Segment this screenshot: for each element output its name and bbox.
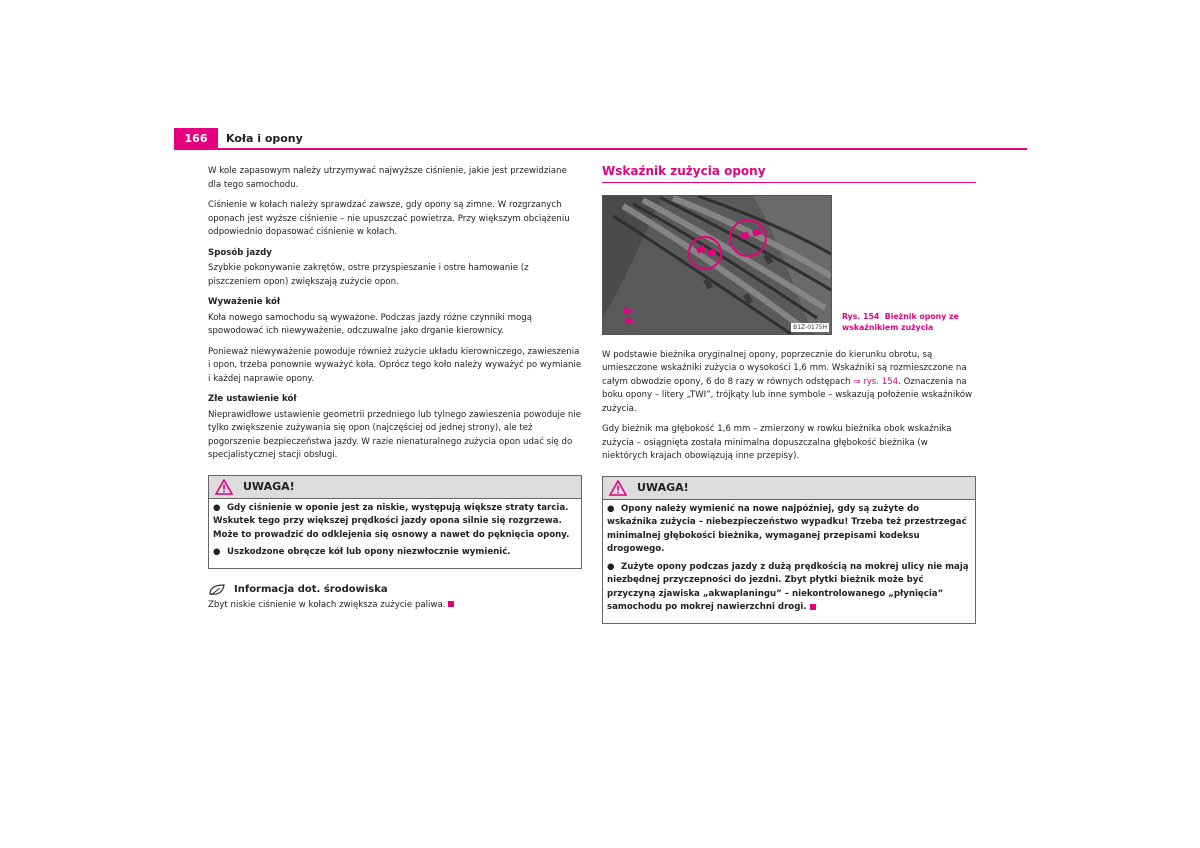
- warning-item: ● Uszkodzone obręcze kół lub opony niezwłocznie wymienić.: [213, 546, 577, 560]
- warning-header: [209, 476, 581, 499]
- end-of-section-icon: [448, 601, 454, 607]
- environment-heading: Informacja dot. środowiska: [208, 583, 582, 597]
- warning-body: [209, 499, 581, 568]
- chapter-title: Koła i opony: [226, 132, 303, 145]
- bullet-icon: ●: [213, 547, 221, 557]
- warning-item: ● Gdy ciśnienie w oponie jest za niskie, występują większe straty tarcia. Wskutek tego przy większej prędkości jazdy opona silnie się rozgrzewa. Może to prowadzić do odklejenia się osnowy a nawet do pęknięcia opony.: [213, 502, 570, 540]
- tread-wear-figure: [602, 195, 832, 335]
- bullet-icon: ●: [607, 503, 615, 514]
- paragraph-spare-wheel: W kole zapasowym należy utrzymywać najwyższe ciśnienie, jakie jest przewidziane dla tego samochodu.: [208, 166, 567, 190]
- paragraph-wear-indicators: W podstawie bieżnika oryginalnej opony, poprzecznie do kierunku obrotu, są umieszczone wskaźniki zużycia o wysokości 1,6 mm. Wskaźniki są rozmieszczone na całym obwodzie opony, 6 do 8 razy w równych odstępach ⇒ rys. 154. Oznaczenia na boku opony – litery „TWI”, trójkąty lub inne symbole – wskazują położenie wskaźników zużycia.: [602, 349, 973, 414]
- warning-box-left: [208, 475, 582, 569]
- bullet-icon: ●: [607, 561, 615, 572]
- paragraph-driving-style: Szybkie pokonywanie zakrętów, ostre przyspieszanie i ostre hamowanie (z piszczeniem opon) zwiększają zużycie opon.: [208, 263, 529, 287]
- heading-driving-style: Sposób jazdy: [208, 247, 272, 258]
- warning-title: UWAGA!: [637, 480, 689, 494]
- heading-wheel-balance: Wyważenie kół: [208, 297, 281, 307]
- warning-header: [603, 477, 975, 500]
- section-title: Wskaźnik zużycia opony: [602, 165, 976, 183]
- warning-triangle-icon: [609, 480, 627, 496]
- paragraph-cold-tyres: Ciśnienie w kołach należy sprawdzać zawsze, gdy opony są zimne. W rozgrzanych oponach jest wyższe ciśnienie – nie upuszczać powietrza. Przy większym obciążeniu odpowiednio dopasować ciśnienie w kołach.: [208, 200, 570, 237]
- page-number: 166: [174, 128, 218, 149]
- warning-title: UWAGA!: [243, 479, 295, 493]
- figure-row: [602, 195, 976, 335]
- figure-caption: Rys. 154 Bieżnik opony ze wskaźnikiem zużycia: [842, 311, 959, 332]
- heading-wheel-alignment: Złe ustawienie kół: [208, 394, 297, 404]
- paragraph-wheel-balance-1: Koła nowego samochodu są wyważone. Podczas jazdy różne czynniki mogą spowodować ich niewyważenie, odczuwalne jako drganie kierownicy.: [208, 312, 533, 336]
- left-column: [208, 165, 582, 612]
- warning-triangle-icon: [215, 479, 233, 495]
- paragraph-wheel-alignment: Nieprawidłowe ustawienie geometrii przedniego lub tylnego zawieszenia powoduje nie tylko zwiększenie zużywania się opon (najczęściej od jednej strony), ale też pogorszenie bezpieczeństwa jazdy. W razie nienaturalnego zużycia opon udać się do specjalistycznej stacji obsługi.: [208, 409, 582, 460]
- bullet-icon: ●: [213, 502, 221, 513]
- header-rule: [174, 148, 1027, 150]
- warning-item: ● Opony należy wymienić na nowe najpóźniej, gdy są zużyte do wskaźnika zużycia – niebezpieczeństwo wypadku! Trzeba też przestrzegać minimalnej głębokości bieżnika, wymaganej przepisami kodeksu drogowego.: [607, 503, 967, 554]
- end-of-section-icon: [810, 604, 816, 610]
- tyre-tread-illustration: [603, 196, 831, 334]
- environment-icon: [208, 583, 226, 597]
- environment-text: Zbyt niskie ciśnienie w kołach zwiększa zużycie paliwa.: [208, 599, 582, 613]
- warning-body: [603, 500, 975, 623]
- paragraph-min-depth: Gdy bieżnik ma głębokość 1,6 mm – zmierzony w rowku bieżnika obok wskaźnika zużycia – osiągnięta została minimalna dopuszczalna głębokość bieżnika (w niektórych krajach obowiązują inne przepisy).: [602, 424, 952, 461]
- figure-reference-link[interactable]: ⇒ rys. 154: [853, 376, 899, 387]
- paragraph-wheel-balance-2: Ponieważ niewyważenie powoduje również zużycie układu kierowniczego, zawieszenia i opon, trzeba ponownie wyważyć koła. Oprócz tego koło należy wyważyć po wymianie i każdej naprawie opony.: [208, 346, 582, 384]
- warning-box-right: [602, 476, 976, 624]
- figure-code: B1Z-0175H: [793, 323, 827, 331]
- warning-item: ● Zużyte opony podczas jazdy z dużą prędkością na mokrej ulicy nie mają niezbędnej przyczepności do jezdni. Zbyt płytki bieżnik może być przyczyną zjawiska „akwaplaningu” – niekontrolowanego „płynięcia” samochodu po mokrej nawierzchni drogi.: [607, 561, 969, 612]
- right-column: [602, 165, 976, 624]
